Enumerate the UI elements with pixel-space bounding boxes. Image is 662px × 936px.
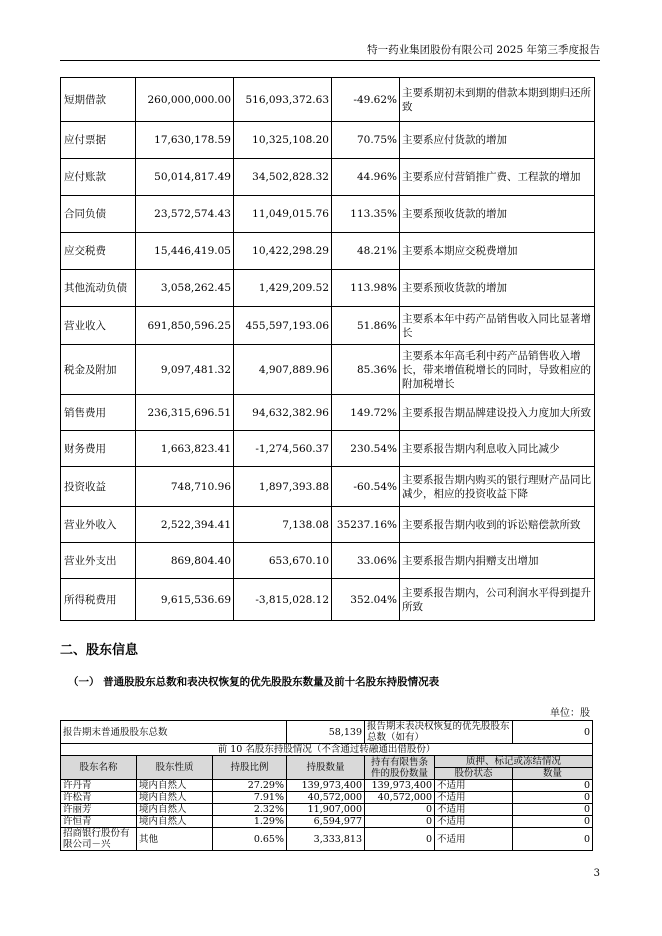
holder-status: 不适用	[435, 804, 513, 816]
top10-title: 前 10 名股东持股情况（不含通过转融通出借股份）	[61, 744, 593, 756]
change-reason: 主要系报告期品牌建设投入力度加大所致	[400, 395, 595, 431]
shareholder-row	[61, 780, 593, 792]
holder-name: 许丽芳	[61, 804, 137, 816]
shareholder-row	[61, 804, 593, 816]
total-holders-label: 报告期末普通股股东总数	[61, 721, 287, 744]
item-name: 投资收益	[61, 467, 136, 507]
change-reason: 主要系报告期内收到的诉讼赔偿款所致	[400, 507, 595, 543]
table-row	[61, 395, 595, 431]
item-name: 短期借款	[61, 78, 136, 122]
change-reason: 主要系预收货款的增加	[400, 196, 595, 233]
holder-restricted: 0	[365, 816, 435, 828]
change-ratio: 70.75%	[332, 122, 400, 159]
shareholder-row	[61, 816, 593, 828]
holder-name: 许丹青	[61, 780, 137, 792]
change-ratio: -60.54%	[332, 467, 400, 507]
item-name: 合同负债	[61, 196, 136, 233]
previous-value: 1,429,209.52	[234, 270, 332, 307]
page-header: 特一药业集团股份有限公司 2025 年第三季度报告	[60, 44, 600, 61]
change-reason: 主要系本年中药产品销售收入同比显著增长	[400, 307, 595, 345]
financial-change-table	[60, 77, 595, 621]
preferred-holders-label: 报告期末表决权恢复的优先股股东总数（如有）	[365, 721, 513, 744]
holder-ratio: 2.32%	[213, 804, 287, 816]
holder-restricted: 40,572,000	[365, 792, 435, 804]
table-row	[61, 196, 595, 233]
col-header-ratio: 持股比例	[213, 756, 287, 780]
section-title: 二、股东信息	[60, 643, 139, 658]
holder-count: 0	[513, 780, 593, 792]
current-value: 236,315,696.51	[136, 395, 234, 431]
subsection-title: （一） 普通股股东总数和表决权恢复的优先股股东数量及前十名股东持股情况表	[68, 676, 440, 688]
page-number: 3	[593, 868, 600, 879]
current-value: 23,572,574.43	[136, 196, 234, 233]
top10-title-row	[61, 744, 593, 756]
change-reason: 主要系预收货款的增加	[400, 270, 595, 307]
shareholder-table	[60, 720, 593, 851]
change-reason: 主要系期初未到期的借款本期到期归还所致	[400, 78, 595, 122]
previous-value: 455,597,193.06	[234, 307, 332, 345]
item-name: 应付票据	[61, 122, 136, 159]
holder-count: 0	[513, 804, 593, 816]
holder-ratio: 27.29%	[213, 780, 287, 792]
previous-value: 4,907,889.96	[234, 345, 332, 395]
shareholder-summary-row	[61, 721, 593, 744]
change-ratio: -49.62%	[332, 78, 400, 122]
item-name: 财务费用	[61, 431, 136, 467]
change-ratio: 230.54%	[332, 431, 400, 467]
unit-label: 单位：股	[550, 708, 590, 719]
item-name: 营业外收入	[61, 507, 136, 543]
holder-nature: 境内自然人	[137, 780, 213, 792]
current-value: 260,000,000.00	[136, 78, 234, 122]
holder-ratio: 1.29%	[213, 816, 287, 828]
item-name: 营业外支出	[61, 543, 136, 579]
item-name: 其他流动负债	[61, 270, 136, 307]
change-reason: 主要系本期应交税费增加	[400, 233, 595, 270]
holder-qty: 40,572,000	[287, 792, 365, 804]
current-value: 2,522,394.41	[136, 507, 234, 543]
holder-restricted: 139,973,400	[365, 780, 435, 792]
total-holders-value: 58,139	[287, 721, 365, 744]
table-row	[61, 270, 595, 307]
table-row	[61, 507, 595, 543]
table-row	[61, 543, 595, 579]
holder-nature: 境内自然人	[137, 792, 213, 804]
current-value: 748,710.96	[136, 467, 234, 507]
holder-status: 不适用	[435, 816, 513, 828]
item-name: 应交税费	[61, 233, 136, 270]
table-row	[61, 78, 595, 122]
item-name: 营业收入	[61, 307, 136, 345]
previous-value: 7,138.08	[234, 507, 332, 543]
change-ratio: 44.96%	[332, 159, 400, 196]
change-reason: 主要系报告期内利息收入同比减少	[400, 431, 595, 467]
table-row	[61, 307, 595, 345]
previous-value: 10,422,298.29	[234, 233, 332, 270]
holder-nature: 境内自然人	[137, 816, 213, 828]
change-reason: 主要系报告期内购买的银行理财产品同比减少，相应的投资收益下降	[400, 467, 595, 507]
holder-name: 许恒青	[61, 816, 137, 828]
shareholder-row	[61, 828, 593, 851]
change-reason: 主要系报告期内，公司利润水平得到提升所致	[400, 579, 595, 621]
current-value: 17,630,178.59	[136, 122, 234, 159]
holder-qty: 139,973,400	[287, 780, 365, 792]
holder-restricted: 0	[365, 828, 435, 851]
holder-restricted: 0	[365, 804, 435, 816]
table-row	[61, 467, 595, 507]
change-reason: 主要系应付货款的增加	[400, 122, 595, 159]
change-ratio: 85.36%	[332, 345, 400, 395]
change-ratio: 35237.16%	[332, 507, 400, 543]
previous-value: 516,093,372.63	[234, 78, 332, 122]
previous-value: 1,897,393.88	[234, 467, 332, 507]
col-header-status: 股份状态	[435, 768, 513, 780]
holder-status: 不适用	[435, 828, 513, 851]
previous-value: 653,670.10	[234, 543, 332, 579]
table-row	[61, 122, 595, 159]
previous-value: 94,632,382.96	[234, 395, 332, 431]
change-ratio: 149.72%	[332, 395, 400, 431]
col-header-nature: 股东性质	[137, 756, 213, 780]
change-ratio: 352.04%	[332, 579, 400, 621]
table-row	[61, 233, 595, 270]
current-value: 50,014,817.49	[136, 159, 234, 196]
change-ratio: 48.21%	[332, 233, 400, 270]
holder-qty: 6,594,977	[287, 816, 365, 828]
table-row	[61, 345, 595, 395]
col-header-restricted: 持有有限售条件的股份数量	[365, 756, 435, 780]
holder-name: 招商银行股份有限公司－兴	[61, 828, 137, 851]
col-header-count: 数量	[513, 768, 593, 780]
current-value: 691,850,596.25	[136, 307, 234, 345]
current-value: 869,804.40	[136, 543, 234, 579]
previous-value: -1,274,560.37	[234, 431, 332, 467]
item-name: 税金及附加	[61, 345, 136, 395]
holder-count: 0	[513, 792, 593, 804]
col-header-qty: 持股数量	[287, 756, 365, 780]
holder-status: 不适用	[435, 792, 513, 804]
holder-qty: 3,333,813	[287, 828, 365, 851]
preferred-holders-value: 0	[513, 721, 593, 744]
change-reason: 主要系本年高毛利中药产品销售收入增长，带来增值税增长的同时，导致相应的附加税增长	[400, 345, 595, 395]
item-name: 所得税费用	[61, 579, 136, 621]
item-name: 销售费用	[61, 395, 136, 431]
holder-count: 0	[513, 816, 593, 828]
previous-value: 11,049,015.76	[234, 196, 332, 233]
holder-ratio: 0.65%	[213, 828, 287, 851]
current-value: 15,446,419.05	[136, 233, 234, 270]
table-row	[61, 431, 595, 467]
holder-nature: 境内自然人	[137, 804, 213, 816]
current-value: 9,097,481.32	[136, 345, 234, 395]
previous-value: 34,502,828.32	[234, 159, 332, 196]
change-reason: 主要系报告期内捐赠支出增加	[400, 543, 595, 579]
table-row	[61, 579, 595, 621]
current-value: 9,615,536.69	[136, 579, 234, 621]
current-value: 3,058,262.45	[136, 270, 234, 307]
previous-value: -3,815,028.12	[234, 579, 332, 621]
header-row-1	[61, 756, 593, 768]
change-reason: 主要系应付营销推广费、工程款的增加	[400, 159, 595, 196]
current-value: 1,663,823.41	[136, 431, 234, 467]
table-row	[61, 159, 595, 196]
change-ratio: 113.98%	[332, 270, 400, 307]
holder-ratio: 7.91%	[213, 792, 287, 804]
item-name: 应付账款	[61, 159, 136, 196]
change-ratio: 113.35%	[332, 196, 400, 233]
change-ratio: 33.06%	[332, 543, 400, 579]
holder-name: 许松青	[61, 792, 137, 804]
holder-count: 0	[513, 828, 593, 851]
shareholder-row	[61, 792, 593, 804]
col-header-name: 股东名称	[61, 756, 137, 780]
col-header-pledge: 质押、标记或冻结情况	[435, 756, 593, 768]
holder-qty: 11,907,000	[287, 804, 365, 816]
holder-status: 不适用	[435, 780, 513, 792]
holder-nature: 其他	[137, 828, 213, 851]
change-ratio: 51.86%	[332, 307, 400, 345]
previous-value: 10,325,108.20	[234, 122, 332, 159]
